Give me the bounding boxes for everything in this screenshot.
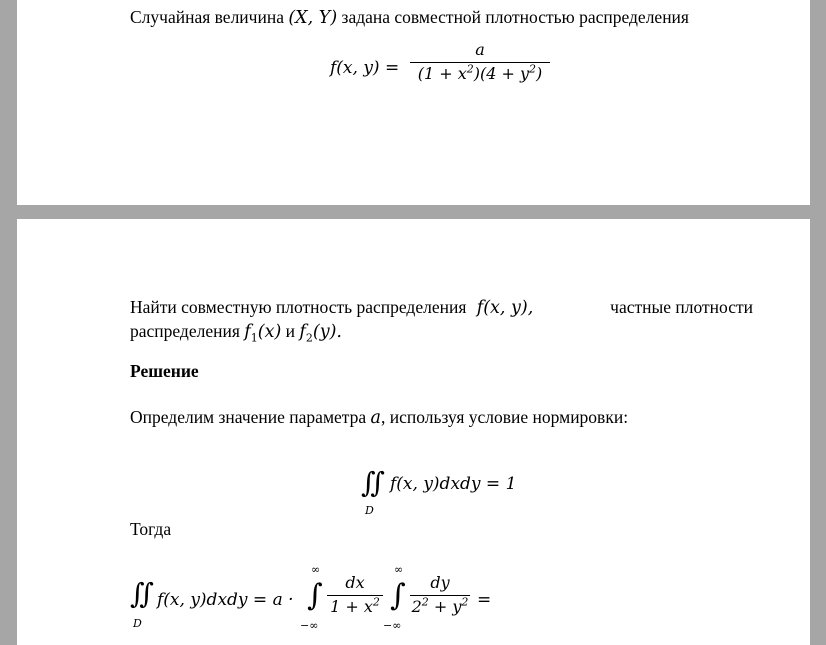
task-text: Найти совместную плотность распределения [130, 297, 467, 317]
density-denominator: $(1 + x^2)(4 + y^2)$ [417, 62, 543, 83]
then-text: Тогда [130, 519, 172, 539]
document-page-1 [17, 0, 810, 205]
conjunction: и [285, 321, 296, 341]
task-text-end: частные плотности [610, 297, 753, 317]
fraction-1 [327, 573, 383, 617]
task-line-2 [130, 319, 342, 344]
density-numerator: a [475, 40, 485, 59]
upper-limit-2: ∞ [394, 563, 404, 576]
integral-icon-2: ∫ [390, 578, 406, 613]
problem-statement [130, 5, 689, 30]
parameter-text: Определим значение параметра [130, 407, 367, 427]
joint-density-symbol: f(x, y), [476, 298, 534, 318]
density-lhs: f(x, y) = [330, 58, 400, 78]
fraction-1-numerator: dx [345, 573, 365, 592]
fraction-2 [410, 573, 470, 617]
random-vector: (X, Y) [288, 8, 338, 28]
double-integral-icon: ∬ [361, 466, 385, 499]
integral-icon-1: ∫ [307, 578, 323, 613]
lower-limit-2: −∞ [383, 619, 402, 632]
density-fraction [410, 40, 550, 84]
parameter-symbol: a [370, 408, 381, 428]
calculation-lhs: f(x, y)dxdy = a · [157, 590, 294, 610]
normalization-expression: f(x, y)dxdy = 1 [390, 474, 517, 494]
equals-sign: = [477, 590, 492, 610]
lower-limit-1: −∞ [300, 619, 319, 632]
parameter-sentence [130, 405, 628, 430]
integration-domain-2: D [133, 617, 142, 630]
solution-heading: Решение [130, 361, 199, 381]
task-line-1 [130, 295, 753, 320]
task-text-2: распределения [130, 321, 240, 341]
fraction-2-numerator: dy [430, 573, 450, 592]
parameter-text-end: , используя условие нормировки: [380, 407, 629, 427]
statement-text: Случайная величина [130, 7, 284, 27]
fraction-2-denominator: $2^2 + y^2$ [411, 595, 469, 616]
integration-domain: D [365, 504, 374, 517]
fraction-1-denominator: $1 + x^2$ [330, 595, 380, 616]
marginal-f1: $f_1(x)$ [244, 322, 282, 345]
double-integral-icon-2: ∬ [130, 577, 154, 610]
document-page-2 [17, 219, 810, 645]
upper-limit-1: ∞ [311, 563, 321, 576]
statement-text-end: задана совместной плотностью распределения [341, 7, 689, 27]
marginal-f2: $f_2(y)$. [299, 322, 342, 345]
